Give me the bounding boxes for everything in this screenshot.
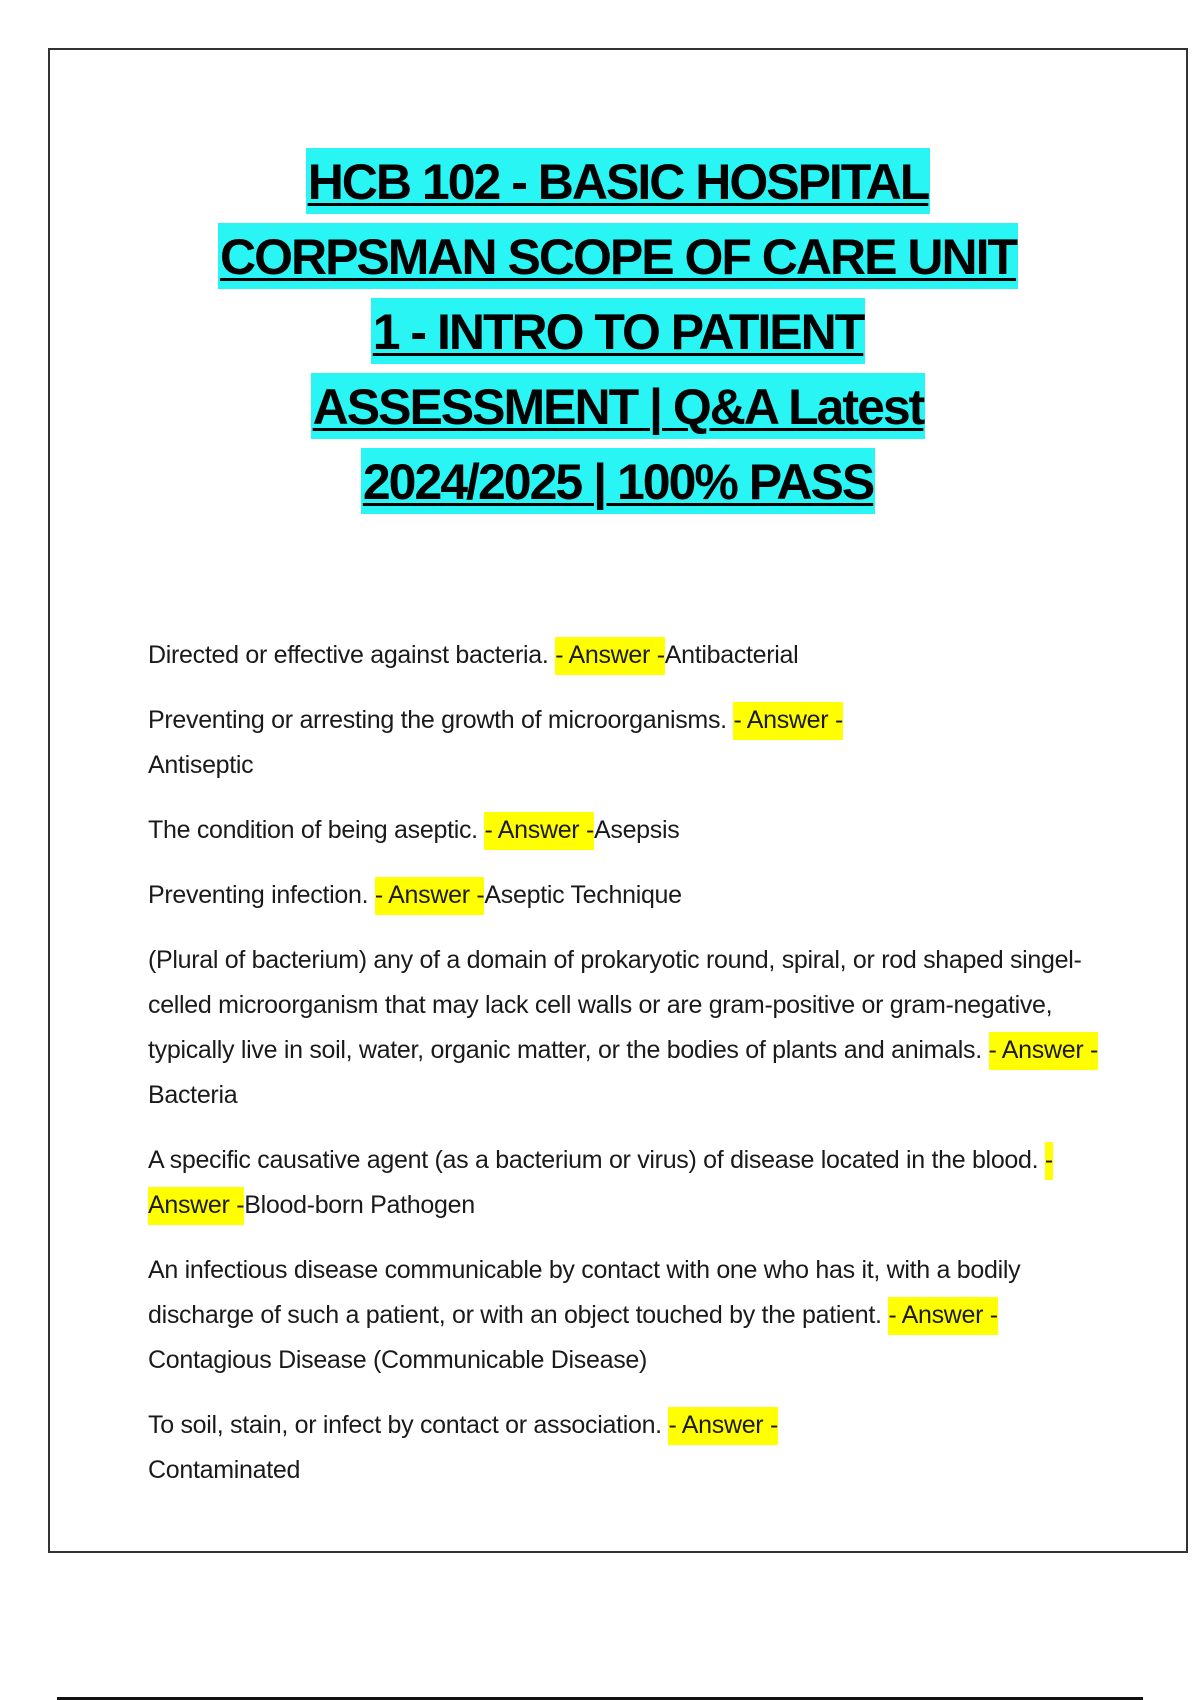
document-title	[50, 145, 1186, 520]
qa-answer: Asepsis	[594, 816, 680, 844]
qa-item	[148, 808, 1138, 853]
qa-question: A specific causative agent (as a bacterium or virus) of disease located in the blood.	[148, 1146, 1045, 1174]
title-highlight: HCB 102 - BASIC HOSPITAL	[306, 148, 931, 214]
qa-answer: Aseptic Technique	[484, 881, 682, 909]
answer-marker: - Answer -	[989, 1032, 1099, 1070]
qa-item	[148, 698, 948, 788]
qa-answer: Contaminated	[148, 1456, 301, 1484]
title-line-3	[50, 295, 1186, 370]
qa-list	[148, 633, 1138, 1513]
qa-answer: Bacteria	[148, 1081, 238, 1109]
qa-item	[148, 938, 1108, 1118]
title-highlight: ASSESSMENT | Q&A Latest	[311, 373, 926, 439]
qa-question: To soil, stain, or infect by contact or association.	[148, 1411, 669, 1439]
qa-item	[148, 1403, 888, 1493]
qa-item	[148, 1248, 1108, 1383]
answer-marker: - Answer -	[375, 877, 485, 915]
qa-answer: Blood-born Pathogen	[244, 1191, 475, 1219]
document-page	[48, 48, 1188, 1553]
qa-question: An infectious disease communicable by contact with one who has it, with a bodily discharge of such a patient, or with an object touched by the patient.	[148, 1256, 1021, 1329]
answer-marker: - Answer -	[668, 1407, 778, 1445]
answer-marker: - Answer -	[888, 1297, 998, 1335]
answer-marker: - Answer -	[148, 1142, 1053, 1225]
qa-item	[148, 873, 1138, 918]
qa-answer: Contagious Disease (Communicable Disease)	[148, 1346, 648, 1374]
title-line-1	[50, 145, 1186, 220]
qa-question: Preventing or arresting the growth of microorganisms.	[148, 706, 734, 734]
title-highlight: 1 - INTRO TO PATIENT	[371, 298, 866, 364]
qa-answer: Antiseptic	[148, 751, 254, 779]
title-highlight: CORPSMAN SCOPE OF CARE UNIT	[218, 223, 1018, 289]
qa-question: Preventing infection.	[148, 881, 375, 909]
qa-question: The condition of being aseptic.	[148, 816, 485, 844]
answer-marker: - Answer -	[555, 637, 665, 675]
title-line-2	[50, 220, 1186, 295]
qa-question: (Plural of bacterium) any of a domain of prokaryotic round, spiral, or rod shaped singel-celled microorganism that may lack cell walls or are gram-positive or gram-negative, typically live in soil, water, organic matter, or the bodies of plants and animals.	[148, 946, 1082, 1064]
title-highlight: 2024/2025 | 100% PASS	[361, 448, 875, 514]
answer-marker: - Answer -	[733, 702, 843, 740]
qa-question: Directed or effective against bacteria.	[148, 641, 556, 669]
title-line-4	[50, 370, 1186, 445]
answer-marker: - Answer -	[484, 812, 594, 850]
qa-item	[148, 1138, 1108, 1228]
title-line-5	[50, 445, 1186, 520]
qa-item	[148, 633, 1138, 678]
qa-answer: Antibacterial	[664, 641, 799, 669]
